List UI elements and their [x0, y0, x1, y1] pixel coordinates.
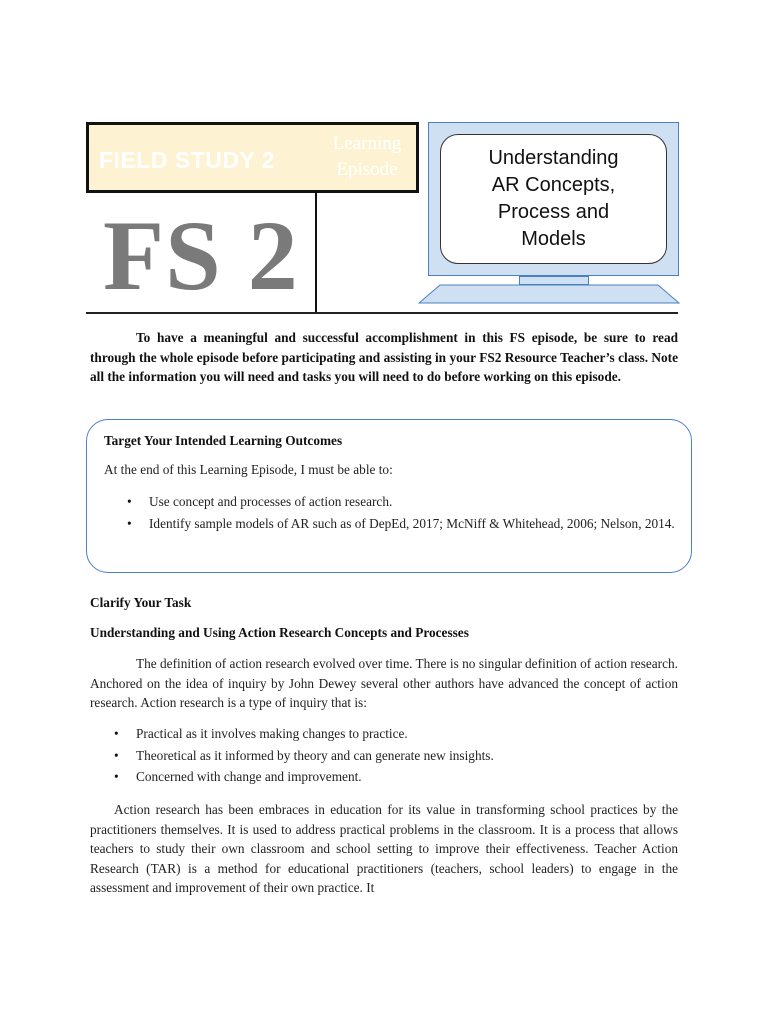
monitor-graphic	[428, 122, 679, 276]
list-item: • Concerned with change and improvement.	[114, 766, 674, 788]
intro-paragraph: To have a meaningful and successful accomplishment in this FS episode, be sure to read through the whole episode before participating and assisting in your FS2 Resource Teacher’s class. Note all the information you will need and tasks you will need to do before working on this episode.	[90, 330, 678, 384]
paragraph: The definition of action research evolved over time. There is no singular definition of action research. Anchored on the idea of inquiry by John Dewey several other authors have advanced the concept of action research. Action research is a type of inquiry that is:	[90, 656, 678, 710]
section-heading: Understanding and Using Action Research Concepts and Processes	[90, 625, 469, 640]
episode-title	[488, 145, 618, 253]
episode-title-line: Process and	[497, 201, 610, 223]
course-code: FS 2	[103, 200, 299, 311]
outcomes-title: Target Your Intended Learning Outcomes	[104, 433, 343, 448]
monitor-screen	[440, 134, 667, 264]
outcomes-lead: At the end of this Learning Episode, I must be able to:	[104, 462, 393, 477]
paragraph: Action research has been embraces in education for its value in transforming school practices by the practitioners themselves. It is used to address practical problems in the classroom. It is a process that allows teachers to study their own classroom and school setting to improve their effectiveness. Teacher Action Research (TAR) is a method for educational practitioners (teachers, school leaders) to engage in the assessment and improvement of their own practice. It	[90, 802, 678, 895]
header-divider-vertical	[315, 193, 317, 314]
outcomes-list	[127, 491, 675, 535]
monitor-base	[418, 284, 680, 304]
list-item: • Identify sample models of AR such as of DepEd, 2017; McNiff & Whitehead, 2006; Nelson, 2014.	[127, 513, 675, 534]
banner-sub-line1: Learning	[332, 133, 402, 154]
banner-title: FIELD STUDY 2	[99, 147, 276, 173]
episode-title-line: Models	[521, 228, 586, 250]
episode-title-line: AR Concepts,	[491, 174, 616, 196]
learning-outcomes-box	[86, 419, 692, 573]
episode-title-line: Understanding	[488, 147, 619, 169]
clarify-heading: Clarify Your Task	[90, 595, 192, 610]
banner-sub-line2: Episode	[336, 159, 398, 180]
banner-subtitle	[319, 131, 415, 183]
inquiry-list	[114, 723, 674, 788]
list-item: • Use concept and processes of action research.	[127, 491, 675, 512]
list-item: • Practical as it involves making changes to practice.	[114, 723, 674, 745]
list-item: • Theoretical as it informed by theory and can generate new insights.	[114, 745, 674, 767]
header-divider-horizontal	[86, 312, 678, 314]
field-study-banner	[86, 122, 419, 193]
